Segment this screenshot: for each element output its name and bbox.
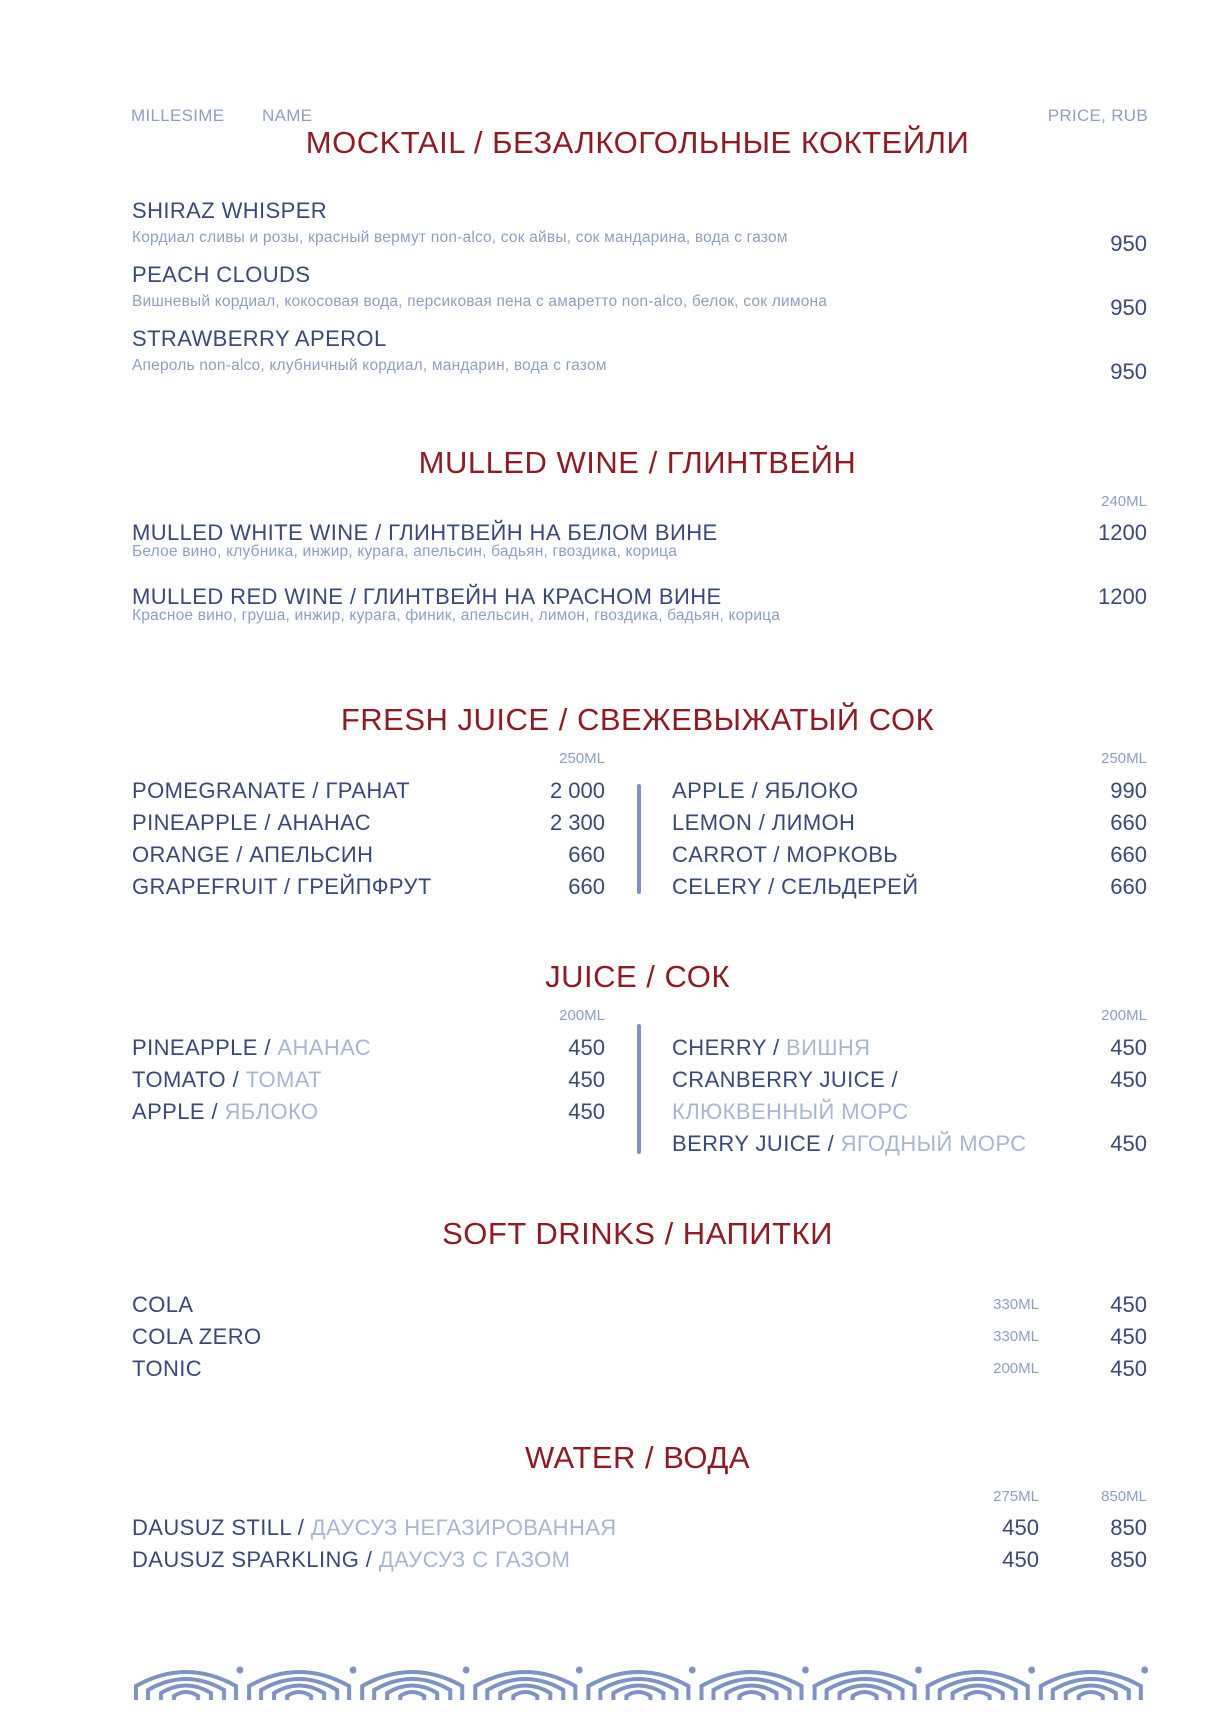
menu-item-name: GRAPEFRUIT / ГРЕЙПФРУТ xyxy=(132,874,432,899)
menu-item-price: 660 xyxy=(568,874,605,899)
menu-item-description: Белое вино, клубника, инжир, курага, апельсин, бадьян, гвоздика, корица xyxy=(132,543,678,560)
menu-item-price: 450 xyxy=(1110,1324,1147,1349)
menu-item-name: TONIC xyxy=(132,1356,203,1381)
volume-label: 330ML xyxy=(993,1296,1039,1313)
menu-item-name: MULLED RED WINE / ГЛИНТВЕЙН НА КРАСНОМ ВИНЕ xyxy=(132,584,722,609)
column-header-name: NAME xyxy=(262,106,313,125)
section-title-fresh-juice: FRESH JUICE / СВЕЖЕВЫЖАТЫЙ СОК xyxy=(340,702,935,737)
menu-item-price: 450 xyxy=(1002,1515,1039,1540)
volume-label: 240ML xyxy=(1101,493,1147,510)
menu-item-name: COLA ZERO xyxy=(132,1324,262,1349)
section-title-soft-drinks: SOFT DRINKS / НАПИТКИ xyxy=(442,1216,833,1251)
menu-item-description: Вишневый кордиал, кокосовая вода, персиковая пена с амаретто non-alco, белок, сок лимона xyxy=(132,293,828,310)
menu-item-price: 450 xyxy=(568,1099,605,1124)
menu-item-price: 660 xyxy=(1110,842,1147,867)
volume-label: 200ML xyxy=(559,1007,605,1024)
column-header-price: PRICE, RUB xyxy=(1047,106,1148,125)
menu-item-name: DAUSUZ SPARKLING / ДАУСУЗ С ГАЗОМ xyxy=(132,1547,571,1572)
volume-label: 200ML xyxy=(993,1360,1039,1377)
menu-item-description: Красное вино, груша, инжир, курага, финик, апельсин, лимон, гвоздика, бадьян, корица xyxy=(132,607,781,624)
menu-item-price: 450 xyxy=(1110,1067,1147,1092)
menu-item-price: 450 xyxy=(1110,1356,1147,1381)
menu-item-name: BERRY JUICE / ЯГОДНЫЙ МОРС xyxy=(672,1131,1027,1156)
menu-item-name: MULLED WHITE WINE / ГЛИНТВЕЙН НА БЕЛОМ ВИНЕ xyxy=(132,520,718,545)
menu-item-price: 2 300 xyxy=(549,810,605,835)
menu-item-name: COLA xyxy=(132,1292,194,1317)
menu-item-price: 850 xyxy=(1110,1547,1147,1572)
menu-item-description: Апероль non-alco, клубничный кордиал, мандарин, вода с газом xyxy=(132,357,607,374)
menu-item-name: CRANBERRY JUICE / xyxy=(672,1067,899,1092)
menu-item-price: 1200 xyxy=(1098,520,1147,545)
menu-item-name: TOMATO / ТОМАТ xyxy=(132,1067,322,1092)
menu-item-price: 450 xyxy=(1110,1292,1147,1317)
menu-item-name: SHIRAZ WHISPER xyxy=(132,198,328,223)
menu-item-price: 660 xyxy=(1110,810,1147,835)
menu-item-price: 850 xyxy=(1110,1515,1147,1540)
menu-item-price: 450 xyxy=(1002,1547,1039,1572)
volume-label: 330ML xyxy=(993,1328,1039,1345)
menu-item-name: POMEGRANATE / ГРАНАТ xyxy=(132,778,410,803)
volume-label: 250ML xyxy=(1101,750,1147,767)
menu-item-name: PINEAPPLE / АНАНАС xyxy=(132,810,372,835)
volume-label: 850ML xyxy=(1101,1488,1147,1505)
menu-item-price: 990 xyxy=(1110,778,1147,803)
menu-item-name: LEMON / ЛИМОН xyxy=(672,810,856,835)
menu-item-name: CARROT / МОРКОВЬ xyxy=(672,842,899,867)
menu-item-price: 2 000 xyxy=(549,778,605,803)
menu-item-description: Кордиал сливы и розы, красный вермут non-alco, сок айвы, сок мандарина, вода с газом xyxy=(132,229,788,246)
menu-item-name: DAUSUZ STILL / ДАУСУЗ НЕГАЗИРОВАННАЯ xyxy=(132,1515,617,1540)
menu-item-price: 450 xyxy=(568,1035,605,1060)
menu-item-name: APPLE / ЯБЛОКО xyxy=(672,778,859,803)
menu-item-price: 1200 xyxy=(1098,584,1147,609)
volume-label: 200ML xyxy=(1101,1007,1147,1024)
menu-item-name: PINEAPPLE / АНАНАС xyxy=(132,1035,372,1060)
menu-item-name: PEACH CLOUDS xyxy=(132,262,311,287)
section-title-mocktail: MOCKTAIL / БЕЗАЛКОГОЛЬНЫЕ КОКТЕЙЛИ xyxy=(305,125,970,160)
volume-label: 275ML xyxy=(993,1488,1039,1505)
menu-item-price: 450 xyxy=(1110,1131,1147,1156)
section-title-juice: JUICE / СОК xyxy=(545,959,730,994)
menu-item-price: 660 xyxy=(1110,874,1147,899)
menu-item-price: 950 xyxy=(1110,295,1147,320)
menu-item-price: 450 xyxy=(1110,1035,1147,1060)
column-divider xyxy=(637,784,641,894)
decorative-wave-pattern xyxy=(130,1664,1148,1700)
menu-item-name: CELERY / СЕЛЬДЕРЕЙ xyxy=(672,874,919,899)
section-title-water: WATER / ВОДА xyxy=(524,1440,751,1475)
menu-item-price: 950 xyxy=(1110,359,1147,384)
menu-item-name: STRAWBERRY APEROL xyxy=(132,326,387,351)
menu-item-name: APPLE / ЯБЛОКО xyxy=(132,1099,319,1124)
menu-item-price: 450 xyxy=(568,1067,605,1092)
menu-item-name: ORANGE / АПЕЛЬСИН xyxy=(132,842,374,867)
menu-item-name-continued: КЛЮКВЕННЫЙ МОРС xyxy=(672,1099,909,1124)
column-divider xyxy=(637,1024,641,1154)
volume-label: 250ML xyxy=(559,750,605,767)
menu-item-name: CHERRY / ВИШНЯ xyxy=(672,1035,871,1060)
menu-item-price: 950 xyxy=(1110,231,1147,256)
section-title-mulled-wine: MULLED WINE / ГЛИНТВЕЙН xyxy=(418,445,857,480)
menu-item-price: 660 xyxy=(568,842,605,867)
column-header-millesime: MILLESIME xyxy=(131,106,225,125)
